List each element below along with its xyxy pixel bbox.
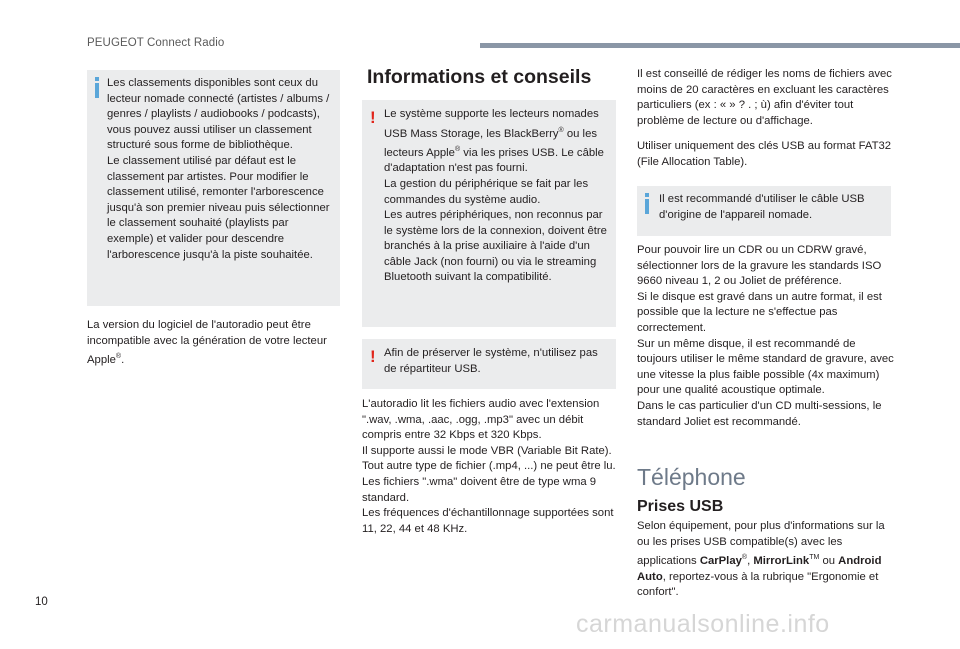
heading-informations: Informations et conseils	[367, 66, 592, 88]
warning-text-part2: ou les lecteurs Apple	[384, 127, 598, 159]
registered-mark: ®	[741, 554, 748, 562]
info-i-icon	[645, 199, 649, 214]
registered-mark: ®	[454, 145, 461, 153]
warning-text-part1: Le système supporte les lecteurs nomades USB Mass Storage, les BlackBerry	[384, 108, 599, 140]
paragraph-fat32: Utiliser uniquement des clés USB au format FAT32 (File Allocation Table).	[637, 140, 892, 168]
paragraph-software-version	[87, 318, 337, 369]
registered-mark: ®	[558, 126, 564, 134]
paragraph-end: , reportez-vous à la rubrique "Ergonomie et confort".	[637, 570, 879, 599]
paragraph-cdr: Pour pouvoir lire un CDR ou un CDRW gravé, sélectionner lors de la gravure les standards ISO 9660 niveau 1, 2 ou Joliet de préférence. Si le disque est gravé dans un autre format, il est possible que la lecture ne s'effectue pas correctement. Sur un même disque, il est recommandé de toujours utiliser le même standard de gravure, avec une vitesse la plus faible possible (4x maximum) pour une qualité acoustique optimale. Dans le cas particulier d'un CD multi-sessions, le standard Joliet est recommandé.	[637, 244, 894, 428]
warning-text-part3: via les prises USB. Le câble d'adaptation n'est pas fourni. La gestion du périphérique se fait par les commandes du système audio. Les autres périphériques, non reconnus par le système lors de la connexion, doivent être branchés à la prise auxiliaire à l'aide d'un câble Jack (non fourni) ou via le streaming Bluetooth suivant la compatibilité.	[384, 146, 607, 284]
warning-box-usb-splitter	[362, 339, 616, 389]
exclamation-icon: !	[370, 108, 376, 127]
watermark: carmanualsonline.info	[576, 610, 830, 638]
header-title: PEUGEOT Connect Radio	[87, 37, 225, 49]
paragraph-audio-formats: L'autoradio lit les fichiers audio avec l'extension ".wav, .wma, .aac, .ogg, .mp3" avec un débit compris entre 32 Kbps et 320 Kbps. Il supporte aussi le mode VBR (Variable Bit Rate). Tout autre type de fichier (.mp4, ...) ne peut être lu. Les fichiers ".wma" doivent être de type wma 9 standard. Les fréquences d'échantillonnage supportées sont 11, 22, 44 et 48 KHz.	[362, 398, 616, 535]
ou-text: ou	[819, 554, 839, 567]
section-title-telephone: Téléphone	[637, 464, 746, 490]
paragraph-text: Selon équipement, pour plus d'informations sur la ou les prises USB compatible(s) avec les applications	[637, 520, 885, 567]
exclamation-icon: !	[370, 347, 376, 366]
paragraph-end: .	[121, 353, 125, 366]
tip-text: Les classements disponibles sont ceux du lecteur nomade connecté (artistes / albums / genres / playlists / audiobooks / podcasts), vous pouvez aussi utiliser un classement structuré sous forme de bibliothèque. Le classement utilisé par défaut est le classement par artistes. Pour modifier le classement utilisé, remonter l'arborescence jusqu'à son premier niveau puis sélectionner le classement souhaité (playlists par exemple) et valider pour descendre l'arborescence jusqu'à la piste souhaitée.	[107, 77, 330, 261]
carplay-label: CarPlay	[699, 554, 742, 567]
info-i-icon	[95, 83, 99, 98]
tip-box-usb-cable	[637, 186, 891, 236]
subsection-title-usb: Prises USB	[637, 498, 724, 515]
header-bar	[480, 43, 960, 48]
trademark-mark: TM	[809, 554, 820, 562]
page-number: 10	[35, 596, 48, 608]
warning-box-usb-support	[362, 100, 616, 327]
registered-mark: ®	[115, 353, 122, 361]
android-auto-label: Android Auto	[637, 554, 882, 583]
tip-box-classements	[87, 70, 340, 306]
warning-text: Afin de préserver le système, n'utilisez pas de répartiteur USB.	[384, 347, 598, 375]
mirrorlink-label: MirrorLink	[753, 554, 810, 567]
paragraph-text: La version du logiciel de l'autoradio peut être incompatible avec la génération de votre lecteur Apple	[87, 319, 327, 366]
comma: ,	[747, 554, 754, 567]
paragraph-filenames: Il est conseillé de rédiger les noms de fichiers avec moins de 20 caractères en excluant les caractères particuliers (ex : « » ? . ; ù) afin d'éviter tout problème de lecture ou d'affichage.	[637, 68, 892, 127]
paragraph-usb-apps	[637, 519, 893, 601]
tip-text: Il est recommandé d'utiliser le câble USB d'origine de l'appareil nomade.	[659, 193, 865, 221]
warning-text	[384, 107, 612, 286]
